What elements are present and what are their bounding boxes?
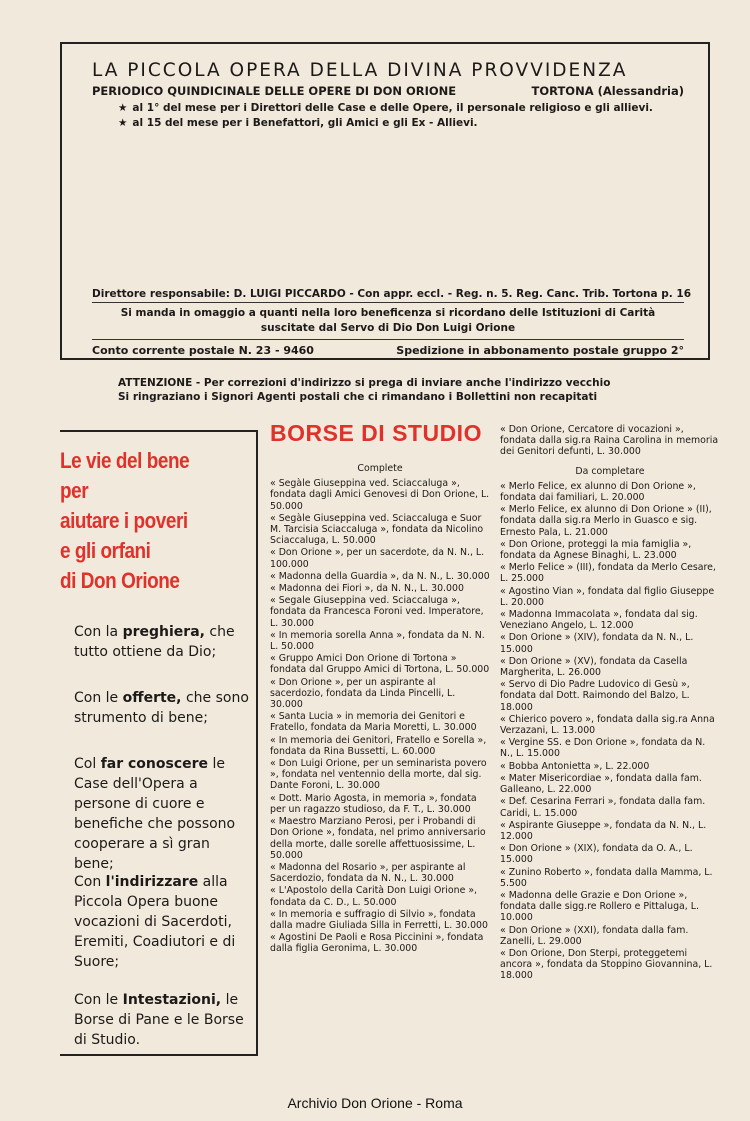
list-item: « In memoria sorella Anna », fondata da N. N. L. 50.000 <box>270 629 485 653</box>
archive-footer: Archivio Don Orione - Roma <box>287 1095 463 1111</box>
paragraph-intestazioni: Con le Intestazioni, le Borse di Pane e le Borse di Studio. <box>74 992 244 1048</box>
left-heading: Le vie del bene per aiutare i poveri e gli orfani di Don Orione <box>60 448 190 593</box>
paragraph-vocations: Con l'indirizzare alla Piccola Opera buone vocazioni di Sacerdoti, Eremiti, Coadiutori e di Suore; <box>74 874 236 970</box>
list-item: « Don Orione », per un aspirante al sacerdozio, fondata da Linda Pincelli, L. 30.000 <box>270 676 456 711</box>
director-line: Direttore responsabile: D. LUIGI PICCARDO - Con appr. eccl. - Reg. n. 5. Reg. Canc. Trib. Tortona p. 16 <box>92 288 692 300</box>
list-item: « Def. Cesarina Ferrari », fondata dalla fam. Caridi, L. 15.000 <box>500 796 706 819</box>
divider <box>92 339 684 340</box>
masthead-box <box>60 42 710 360</box>
complete-label: Complete <box>357 463 403 474</box>
list-item: « Segàle Giuseppina ved. Sciaccaluga e Suor M. Tarcisia Sciaccaluga », fondata da Nicolino Sciaccaluga, L. 50.000 <box>270 512 484 547</box>
list-item: « Madonna della Guardia », da N. N., L. 30.000 <box>270 570 490 582</box>
paragraph-promote: Col far conoscere le Case dell'Opera a persone di cuore e benefiche che possono cooperare a sì gran bene; <box>74 756 236 872</box>
list-item: « Don Orione, proteggi la mia famiglia », fondata da Agnese Binaghi, L. 23.000 <box>500 538 692 562</box>
list-item: « Madonna Immacolata », fondata dal sig. Veneziano Angelo, L. 12.000 <box>500 609 698 632</box>
attention-notice: ATTENZIONE - Per correzioni d'indirizzo si prega di inviare anche l'indirizzo vecchio Si ringraziano i Signori Agenti postali che ci rimandano i Bollettini non recapitati <box>118 377 611 403</box>
masthead-subtitle: PERIODICO QUINDICINALE DELLE OPERE DI DON ORIONE <box>92 84 457 98</box>
list-item: « Don Orione » (XXI), fondata dalla fam. Zanelli, L. 29.000 <box>500 924 689 947</box>
list-item: « Madonna delle Grazie e Don Orione », fondata dalle sigg.re Rollero e Pittaluga, L. 10.000 <box>500 889 699 924</box>
masthead-title: LA PICCOLA OPERA DELLA DIVINA PROVVIDENZA <box>92 60 628 81</box>
list-item: « Zunino Roberto », fondata dalla Mamma, L. 5.500 <box>500 866 713 889</box>
list-item: « Agostino Vian », fondata dal figlio Giuseppe L. 20.000 <box>500 585 715 608</box>
list-item: « Chierico povero », fondata dalla sig.ra Anna Verzazani, L. 13.000 <box>500 713 715 737</box>
complete-list <box>270 478 490 954</box>
todo-column <box>500 424 720 983</box>
list-item: « Santa Lucia » in memoria dei Genitori e Fratello, fondata da Maria Moretti, L. 30.000 <box>270 711 477 734</box>
complete-column <box>270 460 490 956</box>
list-item: « Don Orione, Don Sterpi, proteggetemi ancora », fondata da Stoppino Giovannina, L. 18.000 <box>500 947 713 982</box>
paragraph-offers: Con le offerte, che sono strumento di bene; <box>74 690 249 726</box>
list-item: « Agostini De Paoli e Rosa Piccinini », fondata dalla figlia Geronima, L. 30.000 <box>270 932 484 955</box>
list-item: « Don Luigi Orione, per un seminarista povero », fondata nel ventennio della morte, dal sig. Dante Foroni, L. 30.000 <box>270 758 487 792</box>
list-item: « In memoria e suffragio di Silvio », fondata dalla madre Giuliada Silla in Ferretti, L. 30.000 <box>270 908 488 931</box>
borse-title: BORSE DI STUDIO <box>270 420 482 446</box>
postal-account: Conto corrente postale N. 23 - 9460 <box>92 344 314 357</box>
list-item: « Merlo Felice » (III), fondata da Merlo Cesare, L. 25.000 <box>500 562 716 585</box>
list-item: « Don Orione » (XIV), fondata da N. N., L. 15.000 <box>500 632 694 655</box>
list-item: « Gruppo Amici Don Orione di Tortona » fondata dal Gruppo Amici di Tortona, L. 50.000 <box>270 653 490 676</box>
list-item: « In memoria dei Genitori, Fratello e Sorella », fondata da Rina Bussetti, L. 60.000 <box>270 734 487 757</box>
list-item: « Servo di Dio Padre Ludovico di Gesù », fondata dal Dott. Raimondo del Balzo, L. 18.000 <box>500 679 690 713</box>
list-item: « Bobba Antonietta », L. 22.000 <box>500 760 650 772</box>
list-item: « Segale Giuseppina ved. Sciaccaluga », fondata da Francesca Foroni ved. Imperatore, L. 30.000 <box>270 595 484 629</box>
todo-list <box>500 481 720 982</box>
list-item: « Aspirante Giuseppe », fondata da N. N., L. 12.000 <box>500 819 707 842</box>
list-item: « Maestro Marziano Perosi, per i Probandi di Don Orione », fondata, nel primo anniversario della morte, dalle sorelle affettuosissime, L. 50.000 <box>270 816 486 861</box>
list-item: « Madonna del Rosario », per aspirante al Sacerdozio, fondata da N. N., L. 30.000 <box>270 861 466 885</box>
divider <box>92 302 684 303</box>
masthead-line-2: ★ al 15 del mese per i Benefattori, gli Amici e gli Ex - Allievi. <box>118 117 478 129</box>
masthead-city: TORTONA (Alessandria) <box>531 84 684 98</box>
list-item: « Don Orione », per un sacerdote, da N. N., L. 100.000 <box>270 547 485 570</box>
todo-label: Da completare <box>575 465 645 477</box>
list-item: « Segàle Giuseppina ved. Sciaccaluga », fondata dagli Amici Genovesi di Don Orione, L. 50.000 <box>270 478 490 512</box>
paragraph-prayer: Con la preghiera, che tutto ottiene da Dio; <box>74 624 235 660</box>
list-item: « Don Orione » (XV), fondata da Casella Margherita, L. 26.000 <box>500 655 688 679</box>
list-item: « Dott. Mario Agosta, in memoria », fondata per un ragazzo studioso, da F. T., L. 30.000 <box>270 792 477 815</box>
list-item: « Don Orione, Cercatore di vocazioni », fondata dalla sig.ra Raina Carolina in memoria dei Genitori defunti, L. 30.000 <box>500 424 719 458</box>
list-item: « Madonna dei Fiori », da N. N., L. 30.000 <box>270 583 464 595</box>
masthead-line-1: ★ al 1° del mese per i Direttori delle Case e delle Opere, il personale religioso e gli allievi. <box>118 102 653 114</box>
list-item: « L'Apostolo della Carità Don Luigi Orione », fondata da C. D., L. 50.000 <box>270 885 478 908</box>
list-item: « Merlo Felice, ex alunno di Don Orione », fondata dai familiari, L. 20.000 <box>500 480 696 504</box>
list-item: « Vergine SS. e Don Orione », fondata da N. N., L. 15.000 <box>500 737 706 760</box>
list-item: « Mater Misericordiae », fondata dalla fam. Galleano, L. 22.000 <box>500 772 702 796</box>
sent-notice: Si manda in omaggio a quanti nella loro beneficenza si ricordano delle Istituzioni di Carità suscitate dal Servo di Dio Don Luigi Orione <box>120 307 656 334</box>
shipping-note: Spedizione in abbonamento postale gruppo 2° <box>396 344 684 357</box>
list-item: « Don Orione » (XIX), fondata da O. A., L. 15.000 <box>500 843 693 866</box>
list-item: « Merlo Felice, ex alunno di Don Orione » (II), fondata dalla sig.ra Merlo in Guasco e sig. Ernesto Pala, L. 21.000 <box>500 504 712 538</box>
